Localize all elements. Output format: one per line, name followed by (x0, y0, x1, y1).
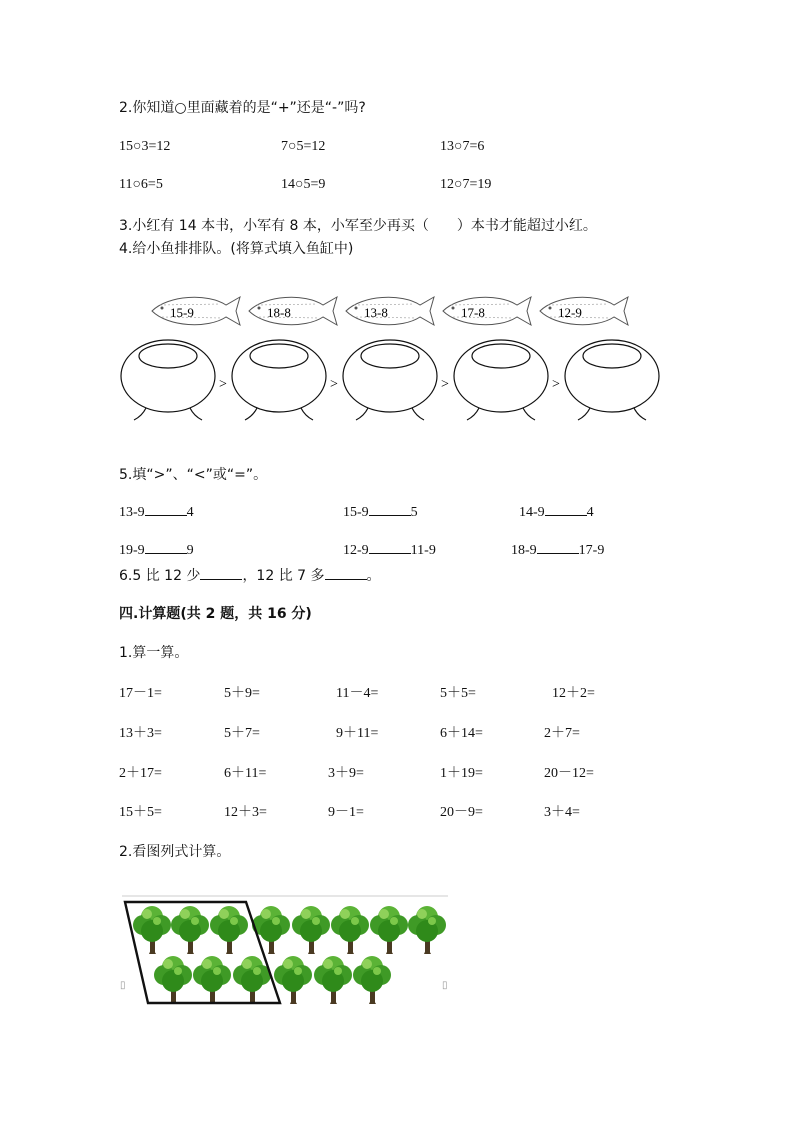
calc-r2-c5: 2＋7= (544, 726, 580, 741)
compare-left: 12-9 (343, 543, 369, 558)
tank-5[interactable] (565, 340, 659, 420)
calc-r3-c1: 2＋17= (119, 766, 162, 781)
q6-text (119, 565, 381, 585)
q5-r2-c3 (511, 543, 604, 559)
calc-r4-c5: 3＋4= (544, 805, 580, 820)
tank-3[interactable] (343, 340, 437, 420)
gt-sign-4: > (552, 377, 560, 392)
compare-left: 19-9 (119, 543, 145, 558)
calc-r3-c2: 6＋11= (224, 766, 267, 781)
calc-r1-c4: 5＋5= (440, 686, 476, 701)
fish-tank-figure (118, 288, 666, 428)
q2-title: 2.你知道○里面藏着的是“+”还是“-”吗? (119, 100, 366, 116)
calc-r1-c3: 11－4= (336, 686, 379, 701)
compare-right: 11-9 (410, 543, 436, 558)
tree (210, 906, 248, 954)
section-4-title: 四.计算题(共 2 题，共 16 分) (119, 606, 312, 622)
calc-r2-c2: 5＋7= (224, 726, 260, 741)
calc-r1-c2: 5＋9= (224, 686, 260, 701)
compare-left: 13-9 (119, 505, 145, 520)
fish-3 (346, 297, 434, 325)
fish-5-label: 12-9 (558, 305, 582, 320)
compare-right: 4 (186, 505, 194, 520)
compare-left: 15-9 (343, 505, 369, 520)
q5-r2-c2 (343, 543, 436, 559)
fish-2 (249, 297, 337, 325)
compare-right: 17-9 (578, 543, 605, 558)
compare-right: 4 (586, 505, 594, 520)
calc-r1-c1: 17－1= (119, 686, 162, 701)
answer-blank[interactable] (200, 579, 242, 580)
gt-sign-1: > (219, 377, 227, 392)
q4-text: 4.给小鱼排排队。(将算式填入鱼缸中) (119, 241, 354, 257)
tree (331, 906, 369, 954)
fish-1 (152, 297, 240, 325)
calc-title: 1.算一算。 (119, 645, 189, 661)
answer-blank[interactable] (545, 515, 587, 516)
q2-item-4: 11○6=5 (119, 177, 163, 192)
calc-r4-c2: 12＋3= (224, 805, 267, 820)
fish-4 (443, 297, 531, 325)
q2-item-6: 12○7=19 (440, 177, 492, 192)
fish-1-label: 15-9 (170, 305, 194, 320)
calc-r4-c4: 20－9= (440, 805, 483, 820)
q5-r2-c1 (119, 543, 194, 559)
tree (252, 906, 290, 954)
tree (274, 956, 312, 1004)
q2-item-2: 7○5=12 (281, 139, 326, 154)
q2-item-3: 13○7=6 (440, 139, 485, 154)
tree (133, 906, 171, 954)
calc-r1-c5: 12＋2= (552, 686, 595, 701)
compare-left: 14-9 (519, 505, 545, 520)
picture-title: 2.看图列式计算。 (119, 844, 231, 860)
tree (154, 956, 192, 1004)
compare-right: 5 (410, 505, 418, 520)
calc-r2-c4: 6＋14= (440, 726, 483, 741)
answer-blank[interactable] (369, 553, 411, 554)
answer-blank[interactable] (369, 515, 411, 516)
calc-r4-c3: 9－1= (328, 805, 364, 820)
calc-r3-c3: 3＋9= (328, 766, 364, 781)
gt-sign-2: > (330, 377, 338, 392)
tree (193, 956, 231, 1004)
calc-r3-c5: 20－12= (544, 766, 594, 781)
tree (314, 956, 352, 1004)
fish-5 (540, 297, 628, 325)
q5-r1-c3 (519, 505, 594, 521)
tree (233, 956, 271, 1004)
calc-r4-c1: 15＋5= (119, 805, 162, 820)
tank-4[interactable] (454, 340, 548, 420)
calc-r2-c3: 9＋11= (336, 726, 379, 741)
answer-blank[interactable] (145, 553, 187, 554)
tank-1[interactable] (121, 340, 215, 420)
fish-2-label: 18-8 (267, 305, 291, 320)
q2-item-5: 14○5=9 (281, 177, 326, 192)
calc-r2-c1: 13＋3= (119, 726, 162, 741)
tree (353, 956, 391, 1004)
fish-4-label: 17-8 (461, 305, 485, 320)
tree (292, 906, 330, 954)
compare-right: 9 (186, 543, 194, 558)
edge-mark: ▯ (120, 980, 126, 991)
q5-r1-c1 (119, 505, 194, 521)
answer-blank[interactable] (325, 579, 367, 580)
tree (408, 906, 446, 954)
q5-title: 5.填“>”、“<”或“=”。 (119, 467, 268, 483)
tank-2[interactable] (232, 340, 326, 420)
q2-item-1: 15○3=12 (119, 139, 171, 154)
calc-r3-c4: 1＋19= (440, 766, 483, 781)
tree-picture (120, 893, 450, 1013)
q6-part-a: 6.5 比 12 少 (119, 568, 201, 584)
fish-3-label: 13-8 (364, 305, 388, 320)
compare-left: 18-9 (511, 543, 537, 558)
tree (171, 906, 209, 954)
answer-blank[interactable] (145, 515, 187, 516)
q3-text: 3.小红有 14 本书，小军有 8 本，小军至少再买（ ）本书才能超过小红。 (119, 218, 597, 234)
tree (370, 906, 408, 954)
q6-part-b: ，12 比 7 多 (242, 568, 325, 584)
gt-sign-3: > (441, 377, 449, 392)
answer-blank[interactable] (537, 553, 579, 554)
q5-r1-c2 (343, 505, 418, 521)
q6-part-c: 。 (366, 568, 381, 584)
edge-mark: ▯ (442, 980, 448, 991)
